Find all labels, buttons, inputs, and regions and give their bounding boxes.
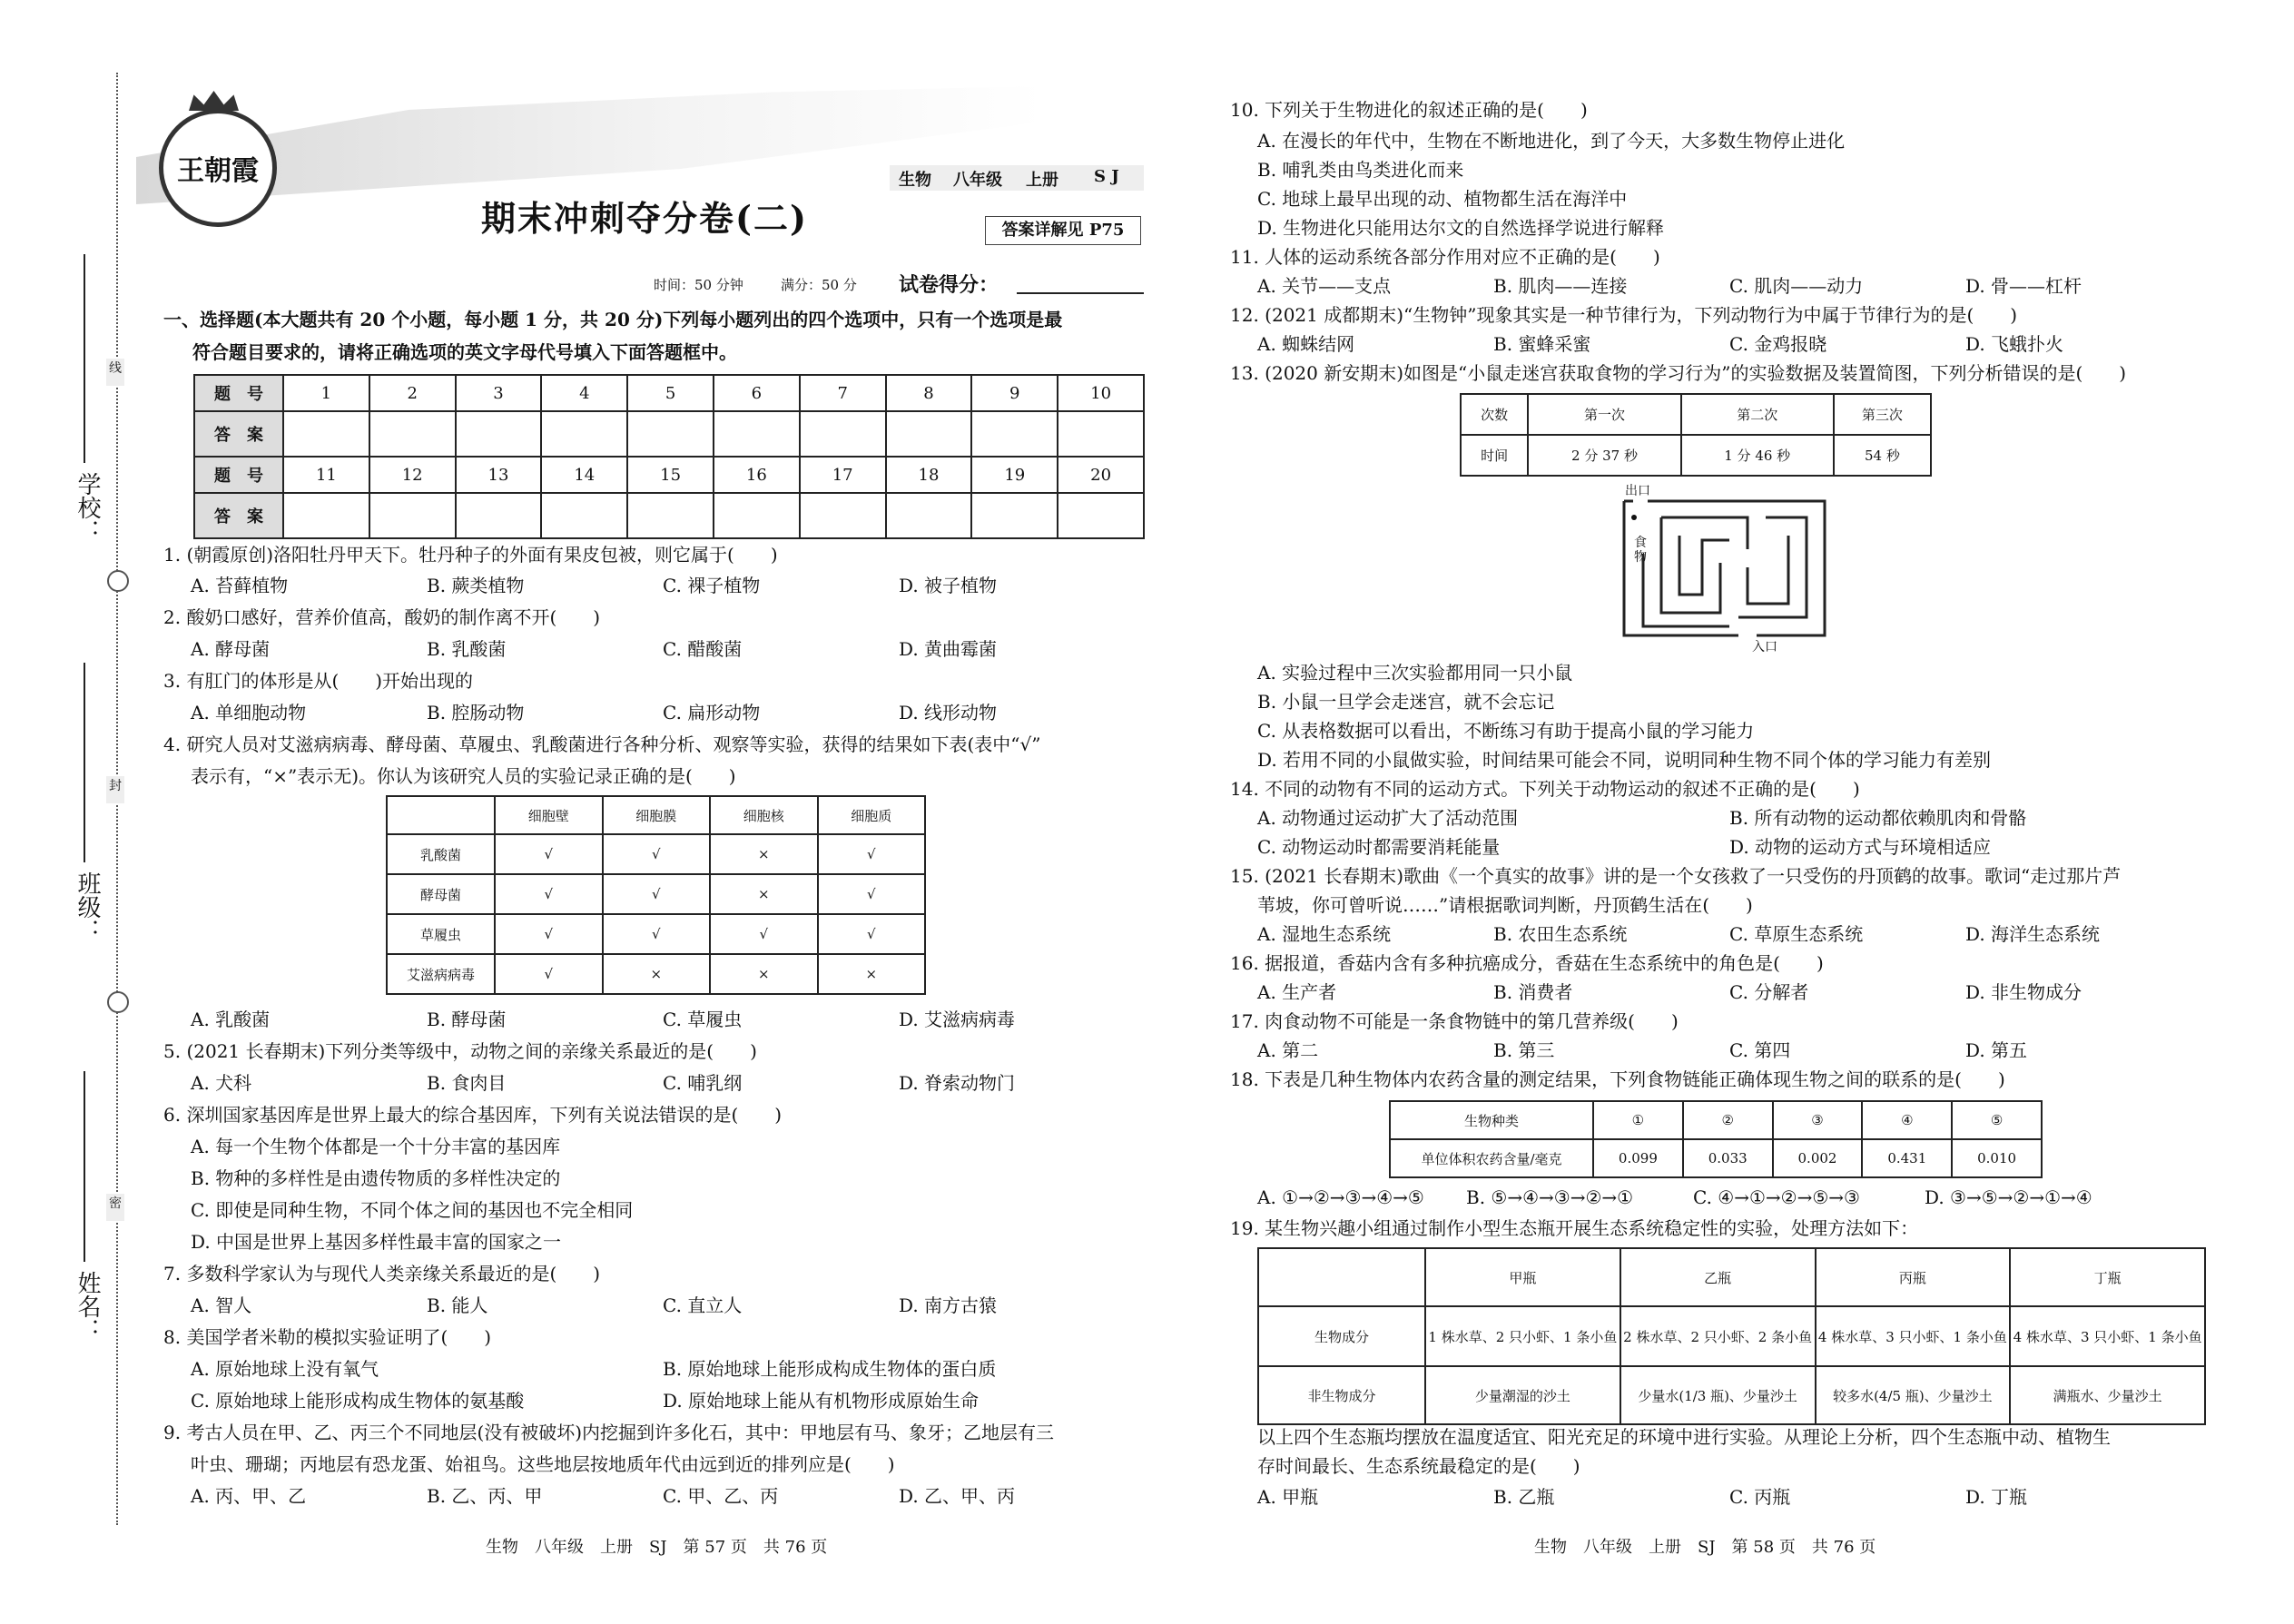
grid-num: 12 <box>369 457 456 493</box>
q16-option-b[interactable]: B. 消费者 <box>1493 981 1573 1003</box>
q6-option-b[interactable]: B. 物种的多样性是由遗传物质的多样性决定的 <box>191 1167 561 1189</box>
q13-option-a[interactable]: A. 实验过程中三次实验都用同一只小鼠 <box>1257 662 1573 684</box>
q17-option-b[interactable]: B. 第三 <box>1493 1039 1555 1061</box>
answer-cell[interactable] <box>800 411 886 457</box>
q18-table <box>1389 1100 2043 1178</box>
grid-num: 3 <box>456 375 542 411</box>
q14-stem: 14. 不同的动物有不同的运动方式。下列关于动物运动的叙述不正确的是( ) <box>1230 778 1860 800</box>
q5-option-a[interactable]: A. 犬科 <box>191 1072 252 1094</box>
q1-option-b[interactable]: B. 蕨类植物 <box>427 575 525 596</box>
q17-option-c[interactable]: C. 第四 <box>1729 1039 1791 1061</box>
q16-option-d[interactable]: D. 非生物成分 <box>1965 981 2082 1003</box>
q12-option-c[interactable]: C. 金鸡报晓 <box>1729 333 1827 355</box>
q1-option-d[interactable]: D. 被子植物 <box>899 575 998 596</box>
q5-option-d[interactable]: D. 脊索动物门 <box>899 1072 1016 1094</box>
q15-option-a[interactable]: A. 湿地生态系统 <box>1257 923 1392 945</box>
footer-right: 生物 八年级 上册 SJ 第 58 页 共 76 页 <box>1534 1538 1876 1557</box>
footer-left: 生物 八年级 上册 SJ 第 57 页 共 76 页 <box>486 1538 828 1557</box>
q15-option-d[interactable]: D. 海洋生态系统 <box>1965 923 2101 945</box>
q4-cell: √ <box>710 914 818 954</box>
q8-option-a[interactable]: A. 原始地球上没有氧气 <box>191 1358 379 1380</box>
q3-option-b[interactable]: B. 腔肠动物 <box>427 702 525 723</box>
q18-option-b[interactable]: B. ⑤→④→③→②→① <box>1466 1186 1634 1208</box>
grid-ans-label: 答 案 <box>194 411 283 457</box>
q13-cell: 2 分 37 秒 <box>1528 435 1680 476</box>
q4-cell: √ <box>603 914 711 954</box>
q9-stem-line1: 9. 考古人员在甲、乙、丙三个不同地层(没有被破坏)内挖掘到许多化石，其中：甲地层有马、象牙；乙地层有三 <box>163 1422 1055 1443</box>
q19-after-line2: 存时间最长、生态系统最稳定的是( ) <box>1257 1455 1580 1477</box>
q18-cell: 0.033 <box>1683 1139 1773 1177</box>
section-title-line1: 一、选择题(本大题共有 20 个小题，每小题 1 分，共 20 分)下列每小题列出的四个选项中，只有一个选项是最 <box>163 309 1063 330</box>
scissors-icon <box>107 570 129 592</box>
q4-cell: √ <box>495 874 603 914</box>
answer-cell[interactable] <box>283 411 369 457</box>
q19-after-line1: 以上四个生态瓶均摆放在温度适宜、阳光充足的环境中进行实验。从理论上分析，四个生态瓶中动、植物生 <box>1257 1426 2111 1448</box>
answer-cell[interactable] <box>369 493 456 538</box>
q8-stem: 8. 美国学者米勒的模拟实验证明了( ) <box>163 1326 492 1348</box>
q3-stem: 3. 有肛门的体形是从( )开始出现的 <box>163 670 474 692</box>
maze-diagram <box>1620 499 1829 640</box>
q4-cell: √ <box>495 914 603 954</box>
q4-cell: 酵母菌 <box>387 874 495 914</box>
q4-cell: 乳酸菌 <box>387 834 495 874</box>
q19-cell: 较多水(4/5 瓶)、少量沙土 <box>1816 1366 2011 1424</box>
q7-option-d[interactable]: D. 南方古猿 <box>899 1294 998 1316</box>
maze-food-label: 食物 <box>1634 536 1647 565</box>
answer-cell[interactable] <box>714 411 800 457</box>
q1-option-c[interactable]: C. 裸子植物 <box>663 575 761 596</box>
subject-banner <box>890 165 1144 191</box>
q19-cell: 1 株水草、2 只小虾、1 条小鱼 <box>1425 1306 1620 1366</box>
q19-th: 甲瓶 <box>1425 1248 1620 1306</box>
q11-option-a[interactable]: A. 关节——支点 <box>1257 275 1392 297</box>
q13-cell: 1 分 46 秒 <box>1681 435 1834 476</box>
answer-cell[interactable] <box>800 493 886 538</box>
grid-num: 9 <box>971 375 1058 411</box>
q4-cell: 艾滋病病毒 <box>387 954 495 994</box>
q4-cell: √ <box>818 914 926 954</box>
q14-option-d[interactable]: D. 动物的运动方式与环境相适应 <box>1729 836 1992 858</box>
answer-cell[interactable] <box>541 493 627 538</box>
q19-option-c[interactable]: C. 丙瓶 <box>1729 1486 1791 1508</box>
q4-option-c[interactable]: C. 草履虫 <box>663 1009 743 1030</box>
grid-num: 20 <box>1058 457 1144 493</box>
q19-th: 丙瓶 <box>1816 1248 2011 1306</box>
q19-th: 乙瓶 <box>1620 1248 1816 1306</box>
q19-option-a[interactable]: A. 甲瓶 <box>1257 1486 1319 1508</box>
school-field[interactable] <box>84 254 85 463</box>
q4-cell: √ <box>495 954 603 994</box>
q18-option-d[interactable]: D. ③→⑤→②→①→④ <box>1925 1186 2092 1208</box>
q10-option-a[interactable]: A. 在漫长的年代中，生物在不断地进化，到了今天，大多数生物停止进化 <box>1257 130 1846 152</box>
subject: 生物 <box>899 171 931 190</box>
q11-option-b[interactable]: B. 肌肉——连接 <box>1493 275 1628 297</box>
answer-reference: 答案详解见 P75 <box>985 216 1141 245</box>
q19-cell: 非生物成分 <box>1258 1366 1425 1424</box>
q4-option-b[interactable]: B. 酵母菌 <box>427 1009 507 1030</box>
answer-cell[interactable] <box>456 411 542 457</box>
q11-option-c[interactable]: C. 肌肉——动力 <box>1729 275 1864 297</box>
grid-ans-label: 答 案 <box>194 493 283 538</box>
q14-option-a[interactable]: A. 动物通过运动扩大了活动范围 <box>1257 807 1519 829</box>
exam-full-score: 满分：50 分 <box>781 277 857 293</box>
grade: 八年级 <box>953 171 1002 190</box>
q5-option-b[interactable]: B. 食肉目 <box>427 1072 507 1094</box>
q6-option-d[interactable]: D. 中国是世界上基因多样性最丰富的国家之一 <box>191 1231 562 1253</box>
q10-option-c[interactable]: C. 地球上最早出现的动、植物都生活在海洋中 <box>1257 188 1628 210</box>
edition: S J <box>1094 167 1119 186</box>
q6-option-c[interactable]: C. 即使是同种生物，不同个体之间的基因也不完全相同 <box>191 1199 634 1221</box>
grid-num: 6 <box>714 375 800 411</box>
grid-num: 2 <box>369 375 456 411</box>
q17-option-a[interactable]: A. 第二 <box>1257 1039 1319 1061</box>
q13-th: 第二次 <box>1681 394 1834 435</box>
q10-stem: 10. 下列关于生物进化的叙述正确的是( ) <box>1230 99 1588 121</box>
answer-cell[interactable] <box>541 411 627 457</box>
crown-icon <box>189 91 239 111</box>
q16-stem: 16. 据报道，香菇内含有多种抗癌成分，香菇在生态系统中的角色是( ) <box>1230 952 1824 974</box>
q12-option-d[interactable]: D. 飞蛾扑火 <box>1965 333 2064 355</box>
exam-time: 时间：50 分钟 <box>654 277 743 293</box>
q4-stem-line1: 4. 研究人员对艾滋病病毒、酵母菌、草履虫、乳酸菌进行各种分析、观察等实验，获得的结果如下表(表中“√” <box>163 733 1041 755</box>
q14-option-b[interactable]: B. 所有动物的运动都依赖肌肉和骨骼 <box>1729 807 2027 829</box>
answer-cell[interactable] <box>1058 493 1144 538</box>
q4-cell: × <box>710 954 818 994</box>
answer-cell[interactable] <box>971 411 1058 457</box>
q14-option-c[interactable]: C. 动物运动时都需要消耗能量 <box>1257 836 1501 858</box>
answer-cell[interactable] <box>714 493 800 538</box>
q19-option-b[interactable]: B. 乙瓶 <box>1493 1486 1555 1508</box>
q4-table <box>386 795 926 995</box>
grid-num: 7 <box>800 375 886 411</box>
grid-num: 14 <box>541 457 627 493</box>
q4-cell: × <box>710 874 818 914</box>
q18-th: ④ <box>1862 1101 1952 1139</box>
q4-cell: √ <box>603 874 711 914</box>
q3-option-a[interactable]: A. 单细胞动物 <box>191 702 307 723</box>
q11-option-d[interactable]: D. 骨——杠杆 <box>1965 275 2082 297</box>
grid-num: 10 <box>1058 375 1144 411</box>
q4-cell: √ <box>603 834 711 874</box>
q9-option-a[interactable]: A. 丙、甲、乙 <box>191 1485 307 1507</box>
seal-mark-2: 封 <box>106 776 124 803</box>
grid-num: 15 <box>627 457 714 493</box>
q4-cell: × <box>710 834 818 874</box>
q2-option-c[interactable]: C. 醋酸菌 <box>663 638 743 660</box>
grid-num: 18 <box>886 457 972 493</box>
q9-option-c[interactable]: C. 甲、乙、丙 <box>663 1485 779 1507</box>
grid-num: 1 <box>283 375 369 411</box>
q18-cell: 0.002 <box>1773 1139 1863 1177</box>
q4-th: 细胞壁 <box>495 796 603 834</box>
q3-option-d[interactable]: D. 线形动物 <box>899 702 998 723</box>
q7-option-c[interactable]: C. 直立人 <box>663 1294 743 1316</box>
q12-option-a[interactable]: A. 蜘蛛结网 <box>1257 333 1355 355</box>
q4-cell: × <box>818 954 926 994</box>
exam-score-field[interactable] <box>1017 292 1144 294</box>
q18-stem: 18. 下表是几种生物体内农药含量的测定结果，下列食物链能正确体现生物之间的联系的是( ) <box>1230 1068 2005 1090</box>
q17-stem: 17. 肉食动物不可能是一条食物链中的第几营养级( ) <box>1230 1010 1679 1032</box>
grid-num: 5 <box>627 375 714 411</box>
exam-score-label: 试卷得分： <box>899 273 999 297</box>
q4-cell: 草履虫 <box>387 914 495 954</box>
answer-cell[interactable] <box>283 493 369 538</box>
grid-num: 13 <box>456 457 542 493</box>
q19-th <box>1258 1248 1425 1306</box>
answer-cell[interactable] <box>456 493 542 538</box>
grid-num-label: 题 号 <box>194 457 283 493</box>
q13-cell: 54 秒 <box>1834 435 1931 476</box>
answer-cell[interactable] <box>886 493 972 538</box>
brand-logo: 王朝霞 <box>159 109 277 227</box>
q18-th: ③ <box>1773 1101 1863 1139</box>
q12-option-b[interactable]: B. 蜜蜂采蜜 <box>1493 333 1591 355</box>
seal-mark-1: 线 <box>106 359 124 386</box>
q18-th: ① <box>1593 1101 1683 1139</box>
q1-option-a[interactable]: A. 苔藓植物 <box>191 575 289 596</box>
q18-th: 生物种类 <box>1390 1101 1593 1139</box>
q13-th: 第三次 <box>1834 394 1931 435</box>
scissors-icon <box>107 991 129 1013</box>
q6-option-a[interactable]: A. 每一个生物个体都是一个十分丰富的基因库 <box>191 1136 561 1157</box>
q13-stem: 13. (2020 新安期末)如图是“小鼠走迷宫获取食物的学习行为”的实验数据及装置简图，下列分析错误的是( ) <box>1230 362 2127 384</box>
q16-option-c[interactable]: C. 分解者 <box>1729 981 1809 1003</box>
class-label: 班级： <box>74 871 101 942</box>
answer-cell[interactable] <box>627 493 714 538</box>
q4-option-d[interactable]: D. 艾滋病病毒 <box>899 1009 1016 1030</box>
page-title: 期末冲刺夺分卷(二) <box>481 198 808 239</box>
q6-stem: 6. 深圳国家基因库是世界上最大的综合基因库，下列有关说法错误的是( ) <box>163 1104 783 1126</box>
q19-cell: 满瓶水、少量沙土 <box>2010 1366 2205 1424</box>
answer-cell[interactable] <box>971 493 1058 538</box>
grid-num: 4 <box>541 375 627 411</box>
answer-cell[interactable] <box>1058 411 1144 457</box>
q19-cell: 少量潮湿的沙土 <box>1425 1366 1620 1424</box>
q17-option-d[interactable]: D. 第五 <box>1965 1039 2028 1061</box>
answer-grid <box>193 374 1145 539</box>
q13-option-b[interactable]: B. 小鼠一旦学会走迷宫，就不会忘记 <box>1257 691 1555 713</box>
grid-num: 8 <box>886 375 972 411</box>
q4-cell: √ <box>818 874 926 914</box>
q4-option-a[interactable]: A. 乳酸菌 <box>191 1009 271 1030</box>
q4-th: 细胞质 <box>818 796 926 834</box>
q7-option-b[interactable]: B. 能人 <box>427 1294 488 1316</box>
q15-option-b[interactable]: B. 农田生态系统 <box>1493 923 1628 945</box>
q13-table <box>1460 393 1932 477</box>
q19-stem: 19. 某生物兴趣小组通过制作小型生态瓶开展生态系统稳定性的实验，处理方法如下： <box>1230 1217 1919 1239</box>
q4-th: 细胞核 <box>710 796 818 834</box>
q8-option-c[interactable]: C. 原始地球上能形成构成生物体的氨基酸 <box>191 1390 525 1412</box>
answer-cell[interactable] <box>627 411 714 457</box>
q19-cell: 生物成分 <box>1258 1306 1425 1366</box>
q19-table <box>1257 1247 2206 1425</box>
q18-cell: 0.431 <box>1862 1139 1952 1177</box>
q19-cell: 2 株水草、2 只小虾、2 条小鱼 <box>1620 1306 1816 1366</box>
volume: 上册 <box>1026 171 1058 190</box>
q18-option-c[interactable]: C. ④→①→②→⑤→③ <box>1693 1186 1860 1208</box>
q2-option-b[interactable]: B. 乳酸菌 <box>427 638 507 660</box>
answer-cell[interactable] <box>886 411 972 457</box>
q15-stem-line2: 苇坡，你可曾听说……”请根据歌词判断，丹顶鹤生活在( ) <box>1257 894 1753 916</box>
grid-num: 16 <box>714 457 800 493</box>
q19-cell: 少量水(1/3 瓶)、少量沙土 <box>1620 1366 1816 1424</box>
q19-option-d[interactable]: D. 丁瓶 <box>1965 1486 2028 1508</box>
class-field[interactable] <box>84 663 85 862</box>
q19-cell: 4 株水草、3 只小虾、1 条小鱼 <box>2010 1306 2205 1366</box>
q4-cell: √ <box>818 834 926 874</box>
q16-option-a[interactable]: A. 生产者 <box>1257 981 1337 1003</box>
q18-cell: 0.099 <box>1593 1139 1683 1177</box>
q19-th: 丁瓶 <box>2010 1248 2205 1306</box>
q9-option-b[interactable]: B. 乙、丙、甲 <box>427 1485 543 1507</box>
q7-stem: 7. 多数科学家认为与现代人类亲缘关系最近的是( ) <box>163 1263 601 1284</box>
q18-th: ⑤ <box>1952 1101 2042 1139</box>
grid-num-label: 题 号 <box>194 375 283 411</box>
q5-option-c[interactable]: C. 哺乳纲 <box>663 1072 743 1094</box>
maze-exit-label: 出口 <box>1625 484 1650 498</box>
q18-cell: 单位体积农药含量/毫克 <box>1390 1139 1593 1177</box>
q8-option-b[interactable]: B. 原始地球上能形成构成生物体的蛋白质 <box>663 1358 997 1380</box>
q18-th: ② <box>1683 1101 1773 1139</box>
q7-option-a[interactable]: A. 智人 <box>191 1294 252 1316</box>
q4-th: 细胞膜 <box>603 796 711 834</box>
section-title-line2: 符合题目要求的，请将正确选项的英文字母代号填入下面答题框中。 <box>192 341 737 363</box>
q5-stem: 5. (2021 长春期末)下列分类等级中，动物之间的亲缘关系最近的是( ) <box>163 1040 757 1062</box>
q12-stem: 12. (2021 成都期末)“生物钟”现象其实是一种节律行为，下列动物行为中属于节律行为的是( ) <box>1230 304 2018 326</box>
q9-stem-line2: 叶虫、珊瑚；丙地层有恐龙蛋、始祖鸟。这些地层按地质年代由远到近的排列应是( ) <box>191 1453 895 1475</box>
q1-stem: 1. (朝霞原创)洛阳牡丹甲天下。牡丹种子的外面有果皮包被，则它属于( ) <box>163 544 778 566</box>
q4-cell: √ <box>495 834 603 874</box>
q10-option-b[interactable]: B. 哺乳类由鸟类进化而来 <box>1257 159 1464 181</box>
q4-th <box>387 796 495 834</box>
name-label: 姓名： <box>74 1271 101 1342</box>
q15-stem-line1: 15. (2021 长春期末)歌曲《一个真实的故事》讲的是一个女孩救了一只受伤的丹顶鹤的故事。歌词“走过那片芦 <box>1230 865 2122 887</box>
q9-option-d[interactable]: D. 乙、甲、丙 <box>899 1485 1016 1507</box>
q2-option-a[interactable]: A. 酵母菌 <box>191 638 271 660</box>
q18-option-a[interactable]: A. ①→②→③→④→⑤ <box>1257 1186 1424 1208</box>
q19-cell: 4 株水草、3 只小虾、1 条小鱼 <box>1816 1306 2011 1366</box>
q13-th: 次数 <box>1461 394 1528 435</box>
q13-cell: 时间 <box>1461 435 1528 476</box>
q4-cell: × <box>603 954 711 994</box>
maze-entry-label: 入口 <box>1752 640 1777 655</box>
grid-num: 11 <box>283 457 369 493</box>
grid-num: 19 <box>971 457 1058 493</box>
q18-cell: 0.010 <box>1952 1139 2042 1177</box>
answer-cell[interactable] <box>369 411 456 457</box>
school-label: 学校： <box>74 472 101 543</box>
q2-stem: 2. 酸奶口感好，营养价值高，酸奶的制作离不开( ) <box>163 606 601 628</box>
q3-option-c[interactable]: C. 扁形动物 <box>663 702 761 723</box>
q13-option-d[interactable]: D. 若用不同的小鼠做实验，时间结果可能会不同，说明同种生物不同个体的学习能力有差别 <box>1257 749 1992 771</box>
q10-option-d[interactable]: D. 生物进化只能用达尔文的自然选择学说进行解释 <box>1257 217 1665 239</box>
grid-num: 17 <box>800 457 886 493</box>
q15-option-c[interactable]: C. 草原生态系统 <box>1729 923 1864 945</box>
q13-th: 第一次 <box>1528 394 1680 435</box>
q4-stem-line2: 表示有，“×”表示无)。你认为该研究人员的实验记录正确的是( ) <box>191 765 736 787</box>
q11-stem: 11. 人体的运动系统各部分作用对应不正确的是( ) <box>1230 246 1660 268</box>
q2-option-d[interactable]: D. 黄曲霉菌 <box>899 638 998 660</box>
q8-option-d[interactable]: D. 原始地球上能从有机物形成原始生命 <box>663 1390 980 1412</box>
seal-mark-3: 密 <box>106 1194 124 1221</box>
q13-option-c[interactable]: C. 从表格数据可以看出，不断练习有助于提高小鼠的学习能力 <box>1257 720 1755 742</box>
name-field[interactable] <box>84 1071 85 1262</box>
